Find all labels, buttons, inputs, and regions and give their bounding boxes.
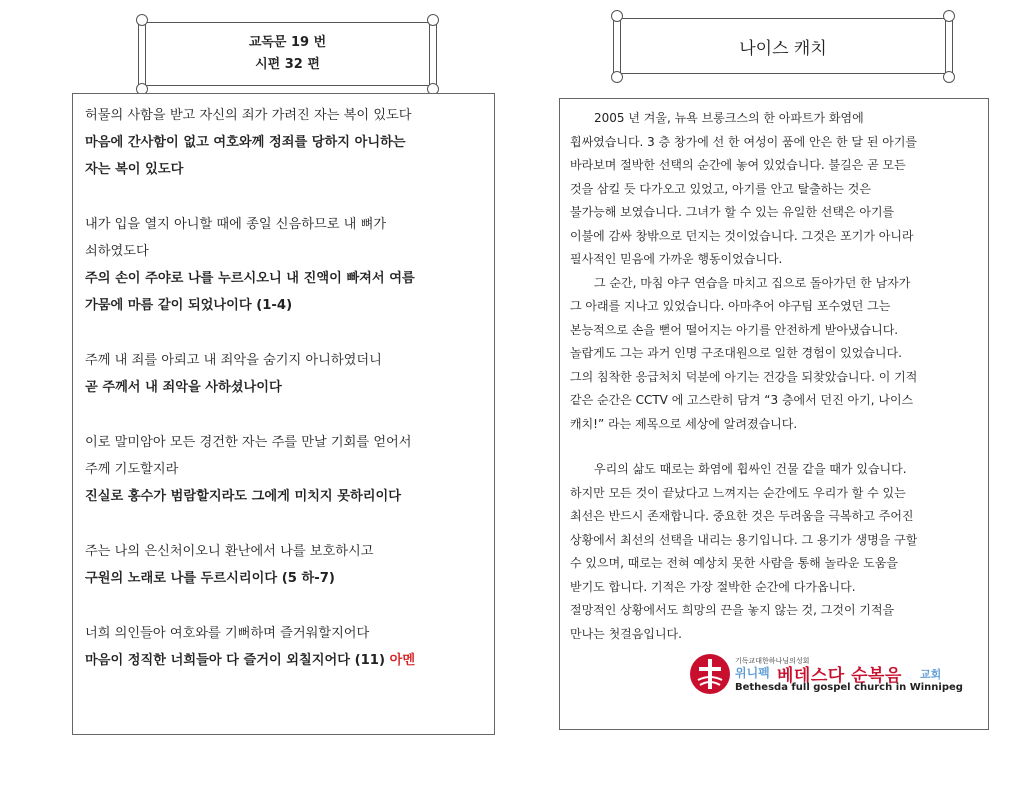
story-line: 휩싸였습니다. 3 층 창가에 선 한 여성이 품에 안은 한 달 된 아기를 — [570, 134, 918, 149]
logo-church-suffix: 교회 — [920, 668, 942, 681]
psalm-stanza — [85, 102, 484, 183]
scroll-curl — [943, 71, 955, 83]
story-paragraph-1 — [570, 107, 980, 272]
story-line: 놀랍게도 그는 과거 인명 구조대원으로 일한 경험이 있었습니다. — [570, 346, 902, 360]
logo-english-name: Bethesda full gospel church in Winnipeg — [735, 682, 963, 693]
scroll-curl — [427, 14, 439, 26]
story-line: 절망적인 상황에서도 희망의 끈을 놓지 않는 것, 그것이 기적을 — [570, 603, 895, 617]
scroll-curl — [611, 10, 623, 22]
psalm-response-line: 마음에 간사함이 없고 여호와께 정죄를 당하지 아니하는 — [85, 135, 406, 150]
story-line: 그 순간, 마침 야구 연습을 마치고 집으로 돌아가던 한 남자가 — [594, 275, 911, 290]
story-line: 캐치!” 라는 제목으로 세상에 알려졌습니다. — [570, 416, 798, 431]
story-line: 이불에 감싸 창밖으로 던지는 것이었습니다. 그것은 포기가 아니라 — [570, 228, 914, 243]
church-emblem-icon — [688, 652, 732, 696]
story-line: 우리의 삶도 때로는 화염에 휩싸인 건물 같을 때가 있습니다. — [594, 462, 907, 476]
psalm-stanza — [85, 620, 484, 674]
story-line: 것을 삼킬 듯 다가오고 있었고, 아기를 안고 탈출하는 것은 — [570, 181, 871, 196]
scroll-curl — [136, 14, 148, 26]
story-line: 불가능해 보였습니다. 그녀가 할 수 있는 유일한 선택은 아기를 — [570, 205, 895, 219]
story-line: 그 아래를 지나고 있었습니다. 아마추어 야구팀 포수였던 그는 — [570, 299, 891, 313]
paragraph-gap — [570, 436, 980, 458]
psalm-line: 너희 의인들아 여호와를 기뻐하며 즐거워할지어다 — [85, 626, 370, 641]
story-line: 2005 년 겨울, 뉴욕 브롱크스의 한 아파트가 화염에 — [594, 111, 864, 125]
story-line: 본능적으로 손을 뻗어 떨어지는 아기를 안전하게 받아냈습니다. — [570, 322, 899, 337]
psalm-stanza — [85, 347, 484, 401]
scroll-curl — [943, 10, 955, 22]
story-line: 필사적인 믿음에 가까운 행동이었습니다. — [570, 252, 783, 266]
psalm-line: 쇠하였도다 — [85, 244, 149, 259]
story-line: 바라보며 절박한 선택의 순간에 놓여 있었습니다. 불길은 곧 모든 — [570, 158, 906, 172]
psalm-reading-panel — [72, 93, 495, 735]
psalm-title-banner — [145, 22, 430, 86]
story-paragraph-3 — [570, 458, 980, 646]
psalm-line: 주께 기도할지라 — [85, 462, 179, 477]
denomination-label: 기독교대한하나님의성회 — [735, 657, 810, 665]
story-line: 상황에서 최선의 선택을 내리는 용기입니다. 그 용기가 생명을 구할 — [570, 532, 918, 547]
psalm-stanza — [85, 211, 484, 319]
psalm-final-text: 마음이 정직한 너희들아 다 즐거이 외칠지어다 (11) — [85, 653, 390, 668]
psalm-line: 내가 입을 열지 아니할 때에 종일 신음하므로 내 뼈가 — [85, 217, 387, 232]
psalm-stanza — [85, 429, 484, 510]
psalm-line: 주는 나의 은신처이오니 환난에서 나를 보호하시고 — [85, 544, 374, 559]
psalm-response-line: 자는 복이 있도다 — [85, 162, 184, 177]
scroll-rod-left — [138, 17, 146, 93]
psalm-response-line: 곧 주께서 내 죄악을 사하셨나이다 — [85, 380, 282, 395]
psalm-response-line: 진실로 홍수가 범람할지라도 그에게 미치지 못하리이다 — [85, 489, 401, 504]
church-logo — [688, 652, 970, 708]
psalm-reference: 시편 32 편 — [255, 57, 320, 72]
psalm-response-line: 구원의 노래로 나를 두르시리이다 (5 하-7) — [85, 571, 335, 586]
story-line: 수 있으며, 때로는 전혀 예상치 못한 사람을 통해 놀라운 도움을 — [570, 556, 898, 570]
amen-word: 아멘 — [389, 653, 416, 668]
scroll-rod-right — [429, 17, 437, 93]
story-line: 받기도 합니다. 기적은 가장 절박한 순간에 다가옵니다. — [570, 579, 856, 594]
logo-church-name: 베데스다 순복음 — [777, 666, 902, 686]
psalm-response-line: 주의 손이 주야로 나를 누르시오니 내 진액이 빠져서 여름 — [85, 271, 415, 286]
story-line: 같은 순간은 CCTV 에 고스란히 담겨 “3 층에서 던진 아기, 나이스 — [570, 393, 914, 407]
story-title-banner — [620, 18, 946, 74]
reading-number: 교독문 19 번 — [248, 35, 327, 50]
story-line: 만나는 첫걸음입니다. — [570, 626, 682, 641]
story-title: 나이스 캐치 — [739, 38, 827, 59]
story-panel — [559, 98, 989, 730]
psalm-line: 허물의 사함을 받고 자신의 죄가 가려진 자는 복이 있도다 — [85, 108, 412, 123]
story-line: 최선은 반드시 존재합니다. 중요한 것은 두려움을 극복하고 주어진 — [570, 509, 914, 523]
story-line: 하지만 모든 것이 끝났다고 느껴지는 순간에도 우리가 할 수 있는 — [570, 485, 906, 500]
psalm-response-line: 가뭄에 마름 같이 되었나이다 (1-4) — [85, 298, 293, 313]
psalm-line: 주께 내 죄를 아뢰고 내 죄악을 숨기지 아니하였더니 — [85, 353, 382, 368]
story-paragraph-2 — [570, 272, 980, 437]
story-line: 그의 침착한 응급처치 덕분에 아기는 건강을 되찾았습니다. 이 기적 — [570, 369, 918, 384]
psalm-response-line — [85, 647, 484, 674]
psalm-line: 이로 말미암아 모든 경건한 자는 주를 만날 기회를 얻어서 — [85, 435, 412, 450]
scroll-curl — [611, 71, 623, 83]
logo-city-name: 위니펙 — [735, 666, 770, 680]
psalm-stanza — [85, 538, 484, 592]
